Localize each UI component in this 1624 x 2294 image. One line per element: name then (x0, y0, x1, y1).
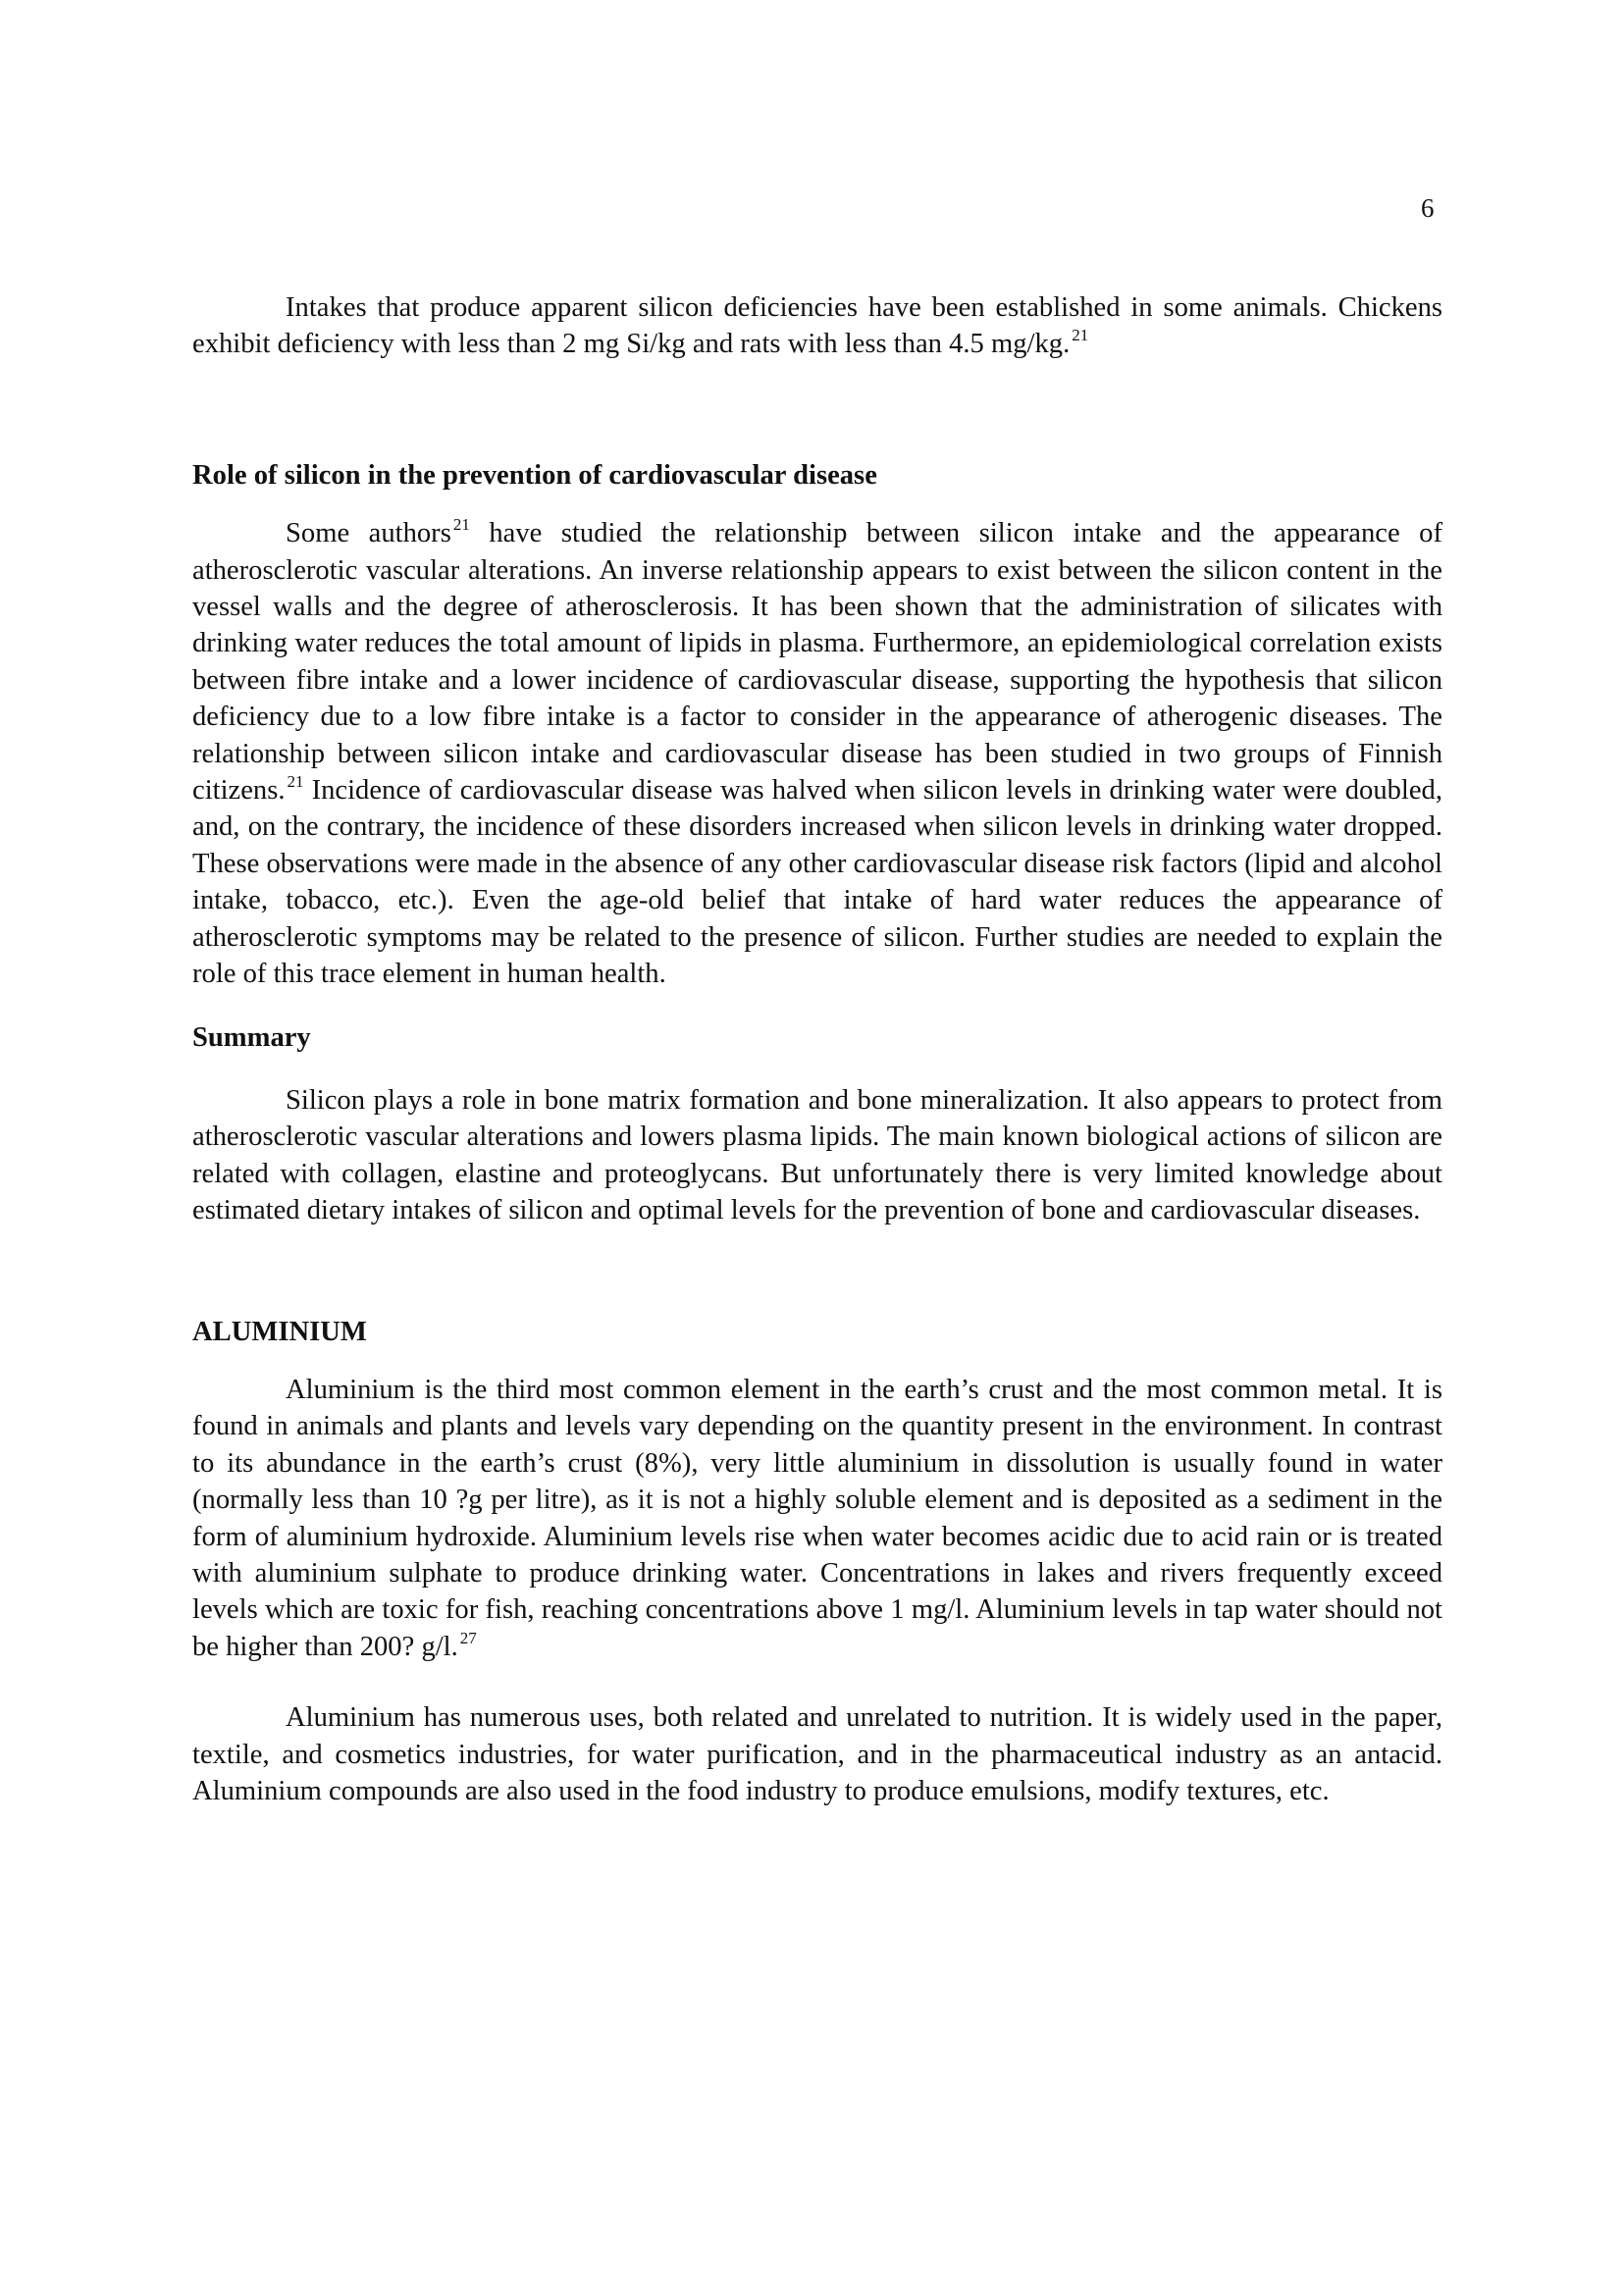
section-heading-aluminium: ALUMINIUM (192, 1316, 367, 1347)
paragraph-silicon-deficiency (192, 289, 1442, 363)
paragraph-text: have studied the relationship between silicon intake and the appearance of atherosclerotic vascular alterations. An inverse relationship appears to exist between the silicon content in the vessel walls and the degree of atherosclerosis. It has been shown that the administration of silicates with drinking water reduces the total amount of lipids in plasma. Furthermore, an epidemiological correlation exists between fibre intake and a lower incidence of cardiovascular disease, supporting the hypothesis that silicon deficiency due to a low fibre intake is a factor to consider in the appearance of atherogenic diseases. The relationship between silicon intake and cardiovascular disease has been studied in two groups of Finnish citizens. (192, 518, 1442, 807)
paragraph-text: Some authors (286, 518, 451, 549)
paragraph-summary: Silicon plays a role in bone matrix formation and bone mineralization. It also appears to protect from atherosclerotic vascular alterations and lowers plasma lipids. The main known biological actions of silicon are related with collagen, elastine and proteoglycans. But unfortunately there is very limited knowledge about estimated dietary intakes of silicon and optimal levels for the prevention of bone and cardiovascular diseases. (192, 1084, 1442, 1226)
document-body (192, 289, 1442, 1809)
reference-superscript: 21 (287, 772, 304, 792)
section-heading-cardiovascular: Role of silicon in the prevention of cardiovascular disease (192, 459, 877, 491)
reference-superscript: 21 (452, 515, 470, 535)
paragraph-cardiovascular (192, 515, 1442, 992)
paragraph-text: Intakes that produce apparent silicon deficiencies have been established in some animals. Chickens exhibit deficiency with less than 2 mg Si/kg and rats with less than 4.5 mg/kg. (192, 292, 1442, 360)
page-number: 6 (1421, 193, 1435, 223)
reference-superscript: 21 (1072, 326, 1089, 345)
reference-superscript: 27 (459, 1628, 477, 1647)
paragraph-text: Incidence of cardiovascular disease was halved when silicon levels in drinking water were doubled, and, on the contrary, the incidence of these disorders increased when silicon levels in drinking water dropped. These observations were made in the absence of any other cardiovascular disease risk factors (lipid and alcohol intake, tobacco, etc.). Even the age-old belief that intake of hard water reduces the appearance of atherosclerotic symptoms may be related to the presence of silicon. Further studies are needed to explain the role of this trace element in human health. (192, 775, 1442, 990)
paragraph-text: Aluminium is the third most common element in the earth’s crust and the most common metal. It is found in animals and plants and levels vary depending on the quantity present in the environment. In contrast to its abundance in the earth’s crust (8%), very little aluminium in dissolution is usually found in water (normally less than 10 ?g per litre), as it is not a highly soluble element and is deposited as a sediment in the form of aluminium hydroxide. Aluminium levels rise when water becomes acidic due to acid rain or is treated with aluminium sulphate to produce drinking water. Concentrations in lakes and rivers frequently exceed levels which are toxic for fish, reaching concentrations above 1 mg/l. Aluminium levels in tap water should not be higher than 200? g/l. (192, 1374, 1442, 1662)
paragraph-aluminium-uses: Aluminium has numerous uses, both related and unrelated to nutrition. It is widely used in the paper, textile, and cosmetics industries, for water purification, and in the pharmaceutical industry as an antacid. Aluminium compounds are also used in the food industry to produce emulsions, modify textures, etc. (192, 1702, 1442, 1806)
paragraph-aluminium-occurrence (192, 1372, 1442, 1665)
section-heading-summary: Summary (192, 1021, 311, 1053)
